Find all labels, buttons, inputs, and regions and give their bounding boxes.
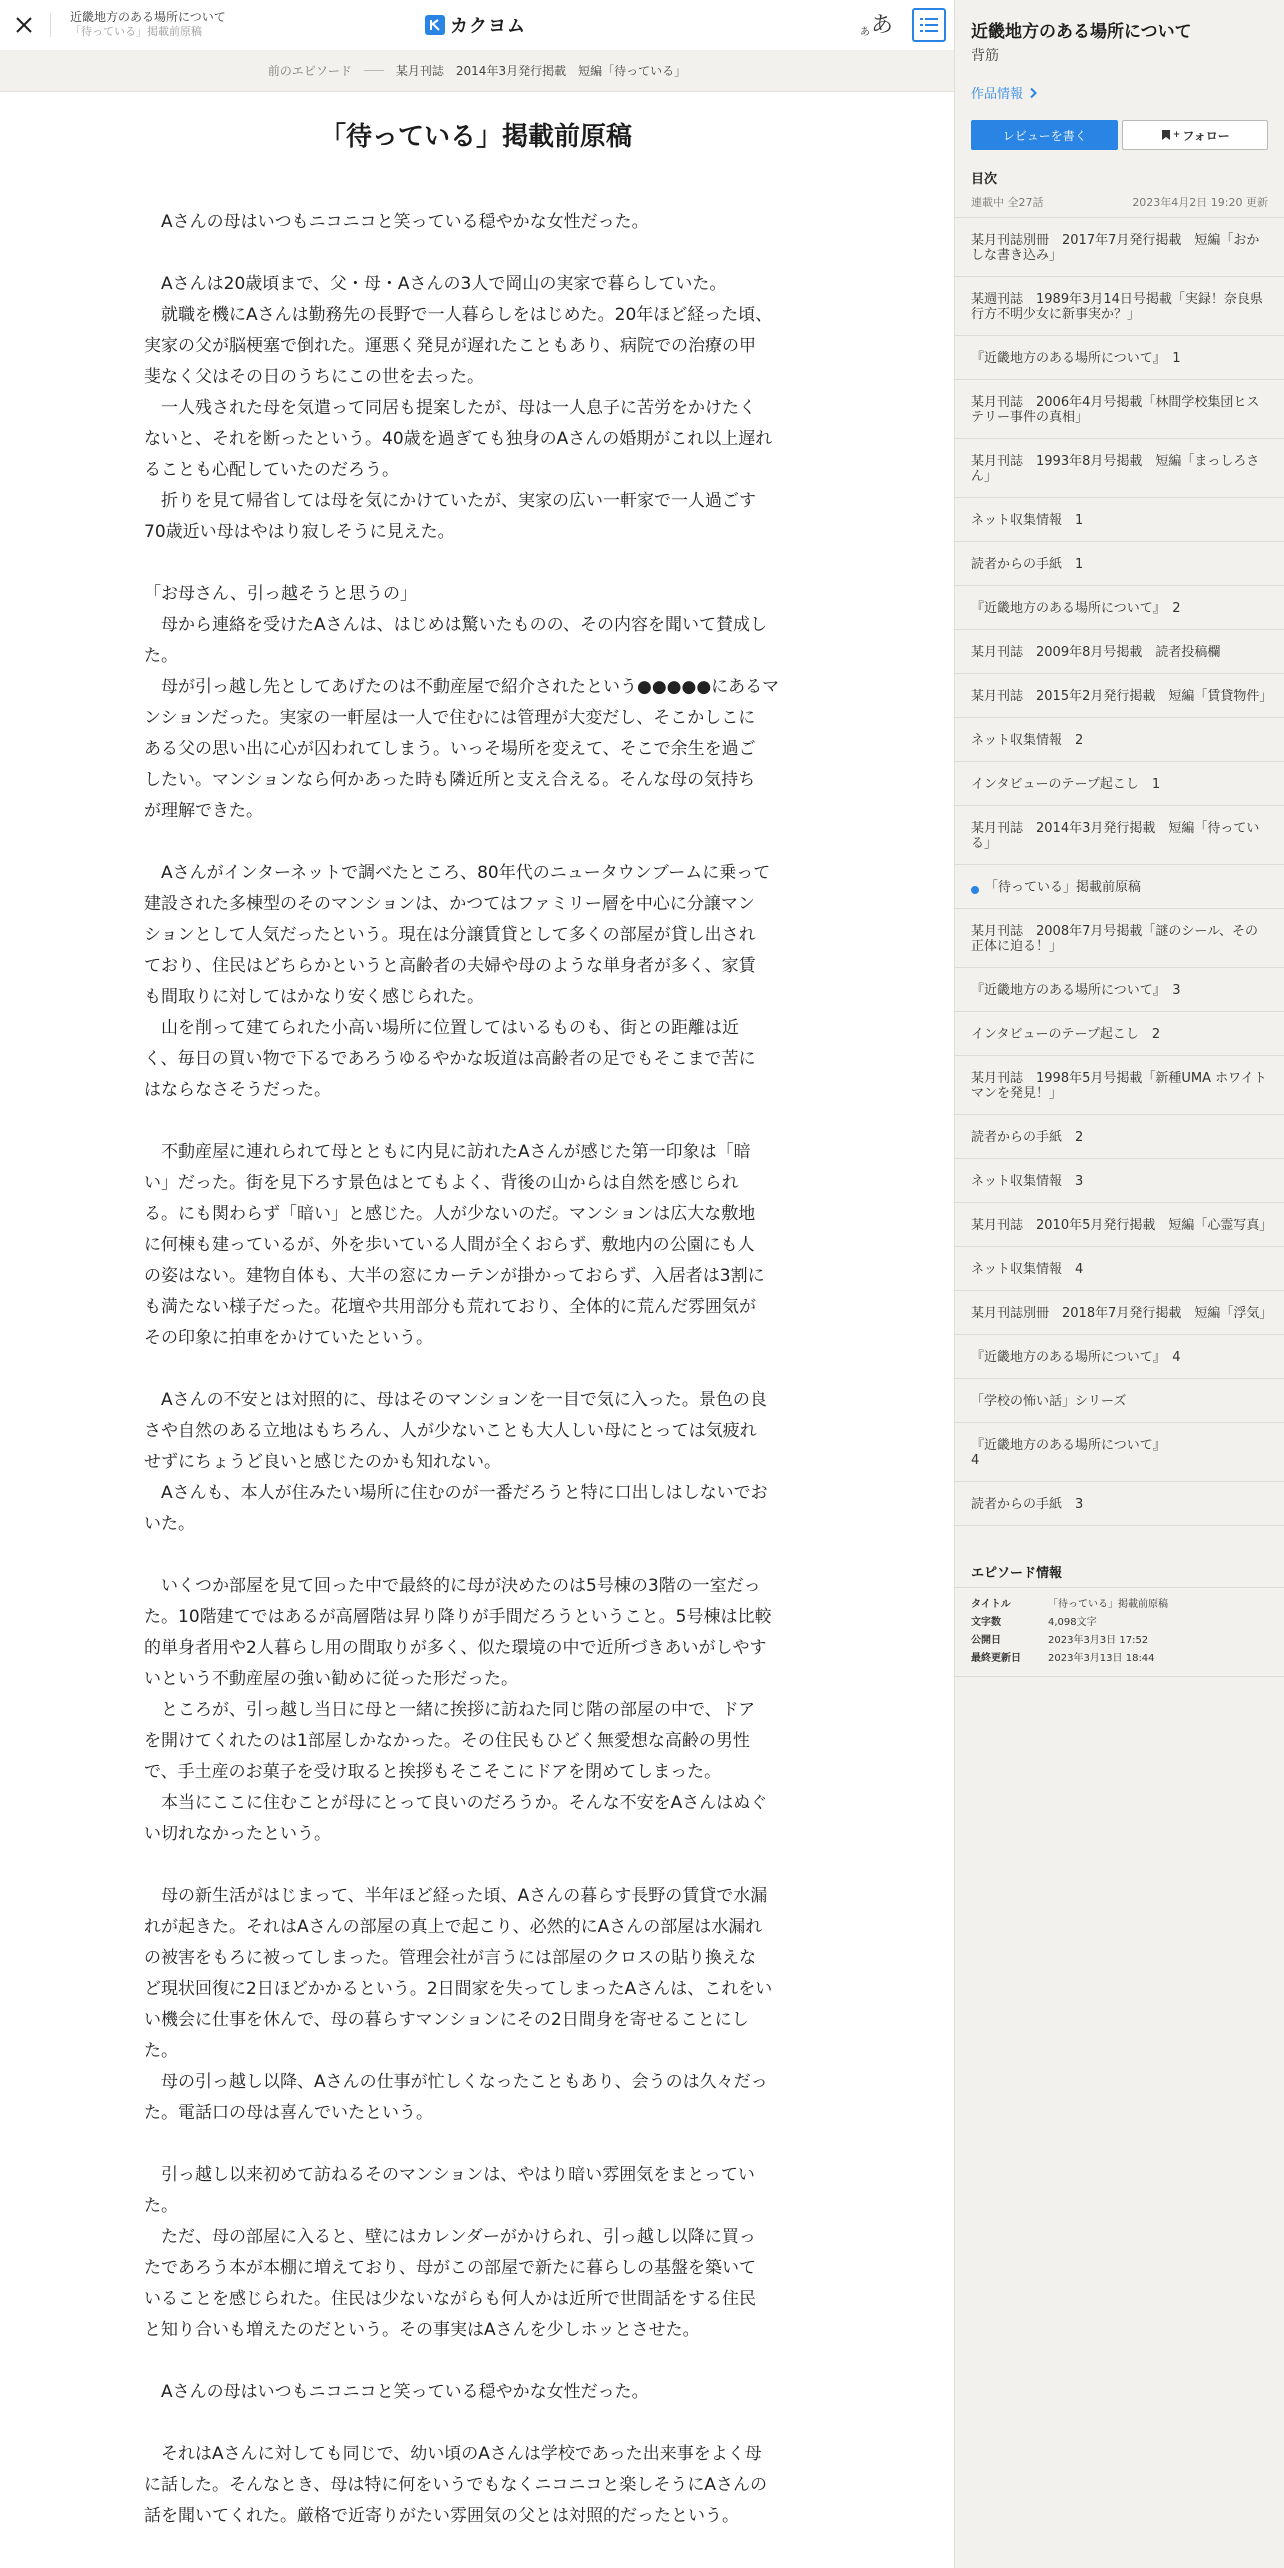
body-line: に話した。そんなとき、母は特に何をいうでもなくニコニコと楽しそうにAさんの [144, 2475, 767, 2495]
toc-toggle-button[interactable] [912, 8, 946, 42]
body-line: それはAさんに対しても同じで、幼い頃のAさんは学校であった出来事をよく母 [144, 2444, 762, 2464]
body-line [144, 1354, 808, 1385]
body-line: たであろう本が本棚に増えており、母がこの部屋で新たに暮らしの基盤を築いて [144, 2258, 756, 2278]
toc-status: 連載中 全27話 [971, 196, 1044, 209]
body-line: 就職を機にAさんは勤務先の長野で一人暮らしをはじめた。20年ほど経った頃、 [144, 305, 773, 325]
body-line: 実家の父が脳梗塞で倒れた。運悪く発見が遅れたこともあり、病院での治療の甲 [144, 336, 756, 356]
toc-item[interactable]: インタビューのテープ起こし 1 [955, 762, 1284, 806]
episode-info-heading: エピソード情報 [955, 1526, 1284, 1588]
body-line: い切れなかったという。 [144, 1824, 331, 1844]
toc-item[interactable]: 某月刊誌 2010年5月発行掲載 短編「心霊写真」 [955, 1203, 1284, 1247]
body-line: た。 [144, 2196, 178, 2216]
episode-info-key: タイトル [971, 1599, 1011, 1610]
body-line: いくつか部屋を見て回った中で最終的に母が決めたのは5号棟の3階の一室だっ [144, 1576, 761, 1596]
body-line: 「お母さん、引っ越そうと思うの」 [144, 584, 418, 604]
toc-item[interactable]: 『近畿地方のある場所について』 3 [955, 968, 1284, 1012]
body-line: Aさんの母はいつもニコニコと笑っている穏やかな女性だった。 [144, 212, 649, 232]
episode-info-value: 4,098文字 [1048, 1617, 1097, 1628]
toc-item[interactable]: 某月刊誌 1993年8月号掲載 短編「まっしろさん」 [955, 439, 1284, 498]
toc-meta [971, 194, 1268, 217]
body-line: た。 [144, 646, 178, 666]
prev-episode-label[interactable]: 前のエピソード [267, 64, 352, 78]
logo-mark-icon [425, 15, 445, 35]
episode-info-row [971, 1632, 1268, 1650]
plus-icon: + [1172, 130, 1181, 140]
body-line: ある父の思い出に心が囚われてしまう。いっそ場所を変えて、そこで余生を過ご [144, 739, 756, 759]
logo-text: カクヨム [450, 16, 526, 37]
body-line [144, 2129, 808, 2160]
kakuyomu-logo[interactable] [425, 13, 526, 37]
body-line: 母の新生活がはじまって、半年ほど経った頃、Aさんの暮らす長野の賃貸で水漏 [144, 1886, 768, 1906]
body-line: Aさんがインターネットで調べたところ、80年代のニュータウンブームに乗って [144, 863, 771, 883]
side-work-title[interactable]: 近畿地方のある場所について [971, 22, 1192, 42]
episode-info-key: 文字数 [971, 1617, 1001, 1628]
toc-item[interactable]: 某週刊誌 1989年3月14日号掲載「実録！奈良県行方不明少女に新事実か？」 [955, 277, 1284, 336]
font-size-button[interactable] [860, 10, 893, 40]
body-line [144, 2346, 808, 2377]
body-line: 本当にここに住むことが母にとって良いのだろうか。そんな不安をAさんはぬぐ [144, 1793, 768, 1813]
side-author[interactable]: 背筋 [971, 48, 999, 64]
body-line: と知り合いも増えたのだという。その事実はAさんを少しホッとさせた。 [144, 2320, 700, 2340]
body-line: も満たない様子だった。花壇や共用部分も荒れており、全体的に荒んだ雰囲気が [144, 1297, 756, 1317]
header-work-info[interactable] [70, 10, 370, 39]
episode-article [144, 92, 808, 2532]
toc-item[interactable]: 某月刊誌 2006年4月号掲載「林間学校集団ヒステリー事件の真相」 [955, 380, 1284, 439]
body-line: た。電話口の母は喜んでいたという。 [144, 2103, 433, 2123]
toc-item[interactable]: 某月刊誌別冊 2017年7月発行掲載 短編「おかしな書き込み」 [955, 218, 1284, 277]
episode-info-key: 最終更新日 [971, 1653, 1021, 1664]
body-line: Aさんの不安とは対照的に、母はそのマンションを一目で気に入った。景色の良 [144, 1390, 767, 1410]
body-line: いた。 [144, 1514, 195, 1534]
body-line: 不動産屋に連れられて母とともに内見に訪れたAさんが感じた第一印象は「暗 [144, 1142, 751, 1162]
toc-item[interactable]: 『近畿地方のある場所について』 1 [955, 336, 1284, 380]
episode-info-table [955, 1588, 1284, 1677]
body-line: 引っ越し以来初めて訪ねるそのマンションは、やはり暗い雰囲気をまとってい [144, 2165, 755, 2185]
body-line: ることも心配していたのだろう。 [144, 460, 399, 480]
body-line: が理解できた。 [144, 801, 263, 821]
toc-item[interactable]: 『近畿地方のある場所について』 4 [955, 1423, 1284, 1482]
toc-item[interactable]: 「学校の怖い話」シリーズ [955, 1379, 1284, 1423]
list-icon [919, 16, 939, 34]
body-line [144, 1106, 808, 1137]
toc-item[interactable]: 読者からの手紙 3 [955, 1482, 1284, 1526]
body-line: く、毎日の買い物で下るであろうゆるやかな坂道は高齢者の足でもそこまで苦に [144, 1049, 756, 1069]
toc-item[interactable]: 某月刊誌 2015年2月発行掲載 短編「賃貸物件」 [955, 674, 1284, 718]
body-line: Aさんも、本人が住みたい場所に住むのが一番だろうと特に口出しはしないでお [144, 1483, 768, 1503]
toc-item[interactable]: 『近畿地方のある場所について』 4 [955, 1335, 1284, 1379]
toc-updated: 2023年4月2日 19:20 更新 [1132, 196, 1268, 209]
follow-label: フォロー [1182, 128, 1230, 143]
body-line: 母が引っ越し先としてあげたのは不動産屋で紹介されたという●●●●●にあるマ [144, 677, 780, 697]
body-line: いという不動産屋の強い勧めに従った形だった。 [144, 1669, 518, 1689]
body-line: ないと、それを断ったという。40歳を過ぎても独身のAさんの婚期がこれ以上遅れ [144, 429, 773, 449]
body-line: で、手土産のお菓子を受け取ると挨拶もそこそこにドアを閉めてしまった。 [144, 1762, 722, 1782]
body-line: い機会に仕事を休んで、母の暮らすマンションにその2日間身を寄せることにし [144, 2010, 749, 2030]
body-line: れが起きた。それはAさんの部屋の真上で起こり、必然的にAさんの部屋は水漏れ [144, 1917, 763, 1937]
body-line: ど現状回復に2日ほどかかるという。2日間家を失ってしまったAさんは、これをい [144, 1979, 773, 1999]
body-line: も間取りに対してはかなり安く感じられた。 [144, 987, 484, 1007]
body-line: 折りを見て帰省しては母を気にかけていたが、実家の広い一軒家で一人過ごす [144, 491, 756, 511]
body-line: ただ、母の部屋に入ると、壁にはカレンダーがかけられ、引っ越し以降に買っ [144, 2227, 756, 2247]
episode-info-value: 2023年3月13日 18:44 [1048, 1653, 1155, 1664]
episode-info-row [971, 1596, 1268, 1614]
close-button[interactable] [10, 11, 38, 39]
toc-item[interactable]: ネット収集情報 3 [955, 1159, 1284, 1203]
body-line [144, 2408, 808, 2439]
body-line: したい。マンションなら何かあった時も隣近所と支え合える。そんな母の気持ち [144, 770, 756, 790]
body-line: いることを感じられた。住民は少ないながらも何人かは近所で世間話をする住民 [144, 2289, 756, 2309]
body-line: た。 [144, 2041, 178, 2061]
episode-nav-bar [0, 50, 954, 92]
toc-item[interactable]: インタビューのテープ起こし 2 [955, 1012, 1284, 1056]
toc-heading: 目次 [971, 172, 998, 187]
header-episode-title: 「待っている」掲載前原稿 [70, 25, 202, 38]
toc-item[interactable]: ネット収集情報 1 [955, 498, 1284, 542]
toc-item[interactable]: ネット収集情報 4 [955, 1247, 1284, 1291]
toc-item[interactable]: 某月刊誌別冊 2018年7月発行掲載 短編「浮気」 [955, 1291, 1284, 1335]
episode-info-value: 2023年3月3日 17:52 [1048, 1635, 1149, 1646]
body-line: 母の引っ越し以降、Aさんの仕事が忙しくなったこともあり、会うのは久々だっ [144, 2072, 768, 2092]
body-line [144, 1850, 808, 1881]
toc-item-current[interactable]: 「待っている」掲載前原稿 [955, 865, 1284, 909]
body-line: る。にも関わらず「暗い」と感じた。人が少ないのだ。マンションは広大な敷地 [144, 1204, 756, 1224]
work-info-label: 作品情報 [971, 87, 1024, 102]
body-line: 的単身者用や2人暮らし用の間取りが多く、似た環境の中で近所づきあいがしやす [144, 1638, 767, 1658]
body-line [144, 238, 808, 269]
prev-episode-link[interactable]: 某月刊誌 2014年3月発行掲載 短編「待っている」 [395, 64, 687, 78]
body-line: ており、住民はどちらかというと高齢者の夫婦や母のような単身者が多く、家賃 [144, 956, 756, 976]
body-line: の姿はない。建物自体も、大半の窓にカーテンが掛かっておらず、入居者は3割に [144, 1266, 765, 1286]
toc-item[interactable]: 読者からの手紙 2 [955, 1115, 1284, 1159]
body-line: 話を聞いてくれた。厳格で近寄りがたい雰囲気の父とは対照的だったという。 [144, 2506, 739, 2526]
body-line: さや自然のある立地はもちろん、人が少ないことも大人しい母にとっては気疲れ [144, 1421, 757, 1441]
body-line: 斐なく父はその日のうちにこの世を去った。 [144, 367, 484, 387]
toc-item[interactable]: 『近畿地方のある場所について』 2 [955, 586, 1284, 630]
body-line: 一人残された母を気遣って同居も提案したが、母は一人息子に苦労をかけたく [144, 398, 756, 418]
episode-info-key: 公開日 [971, 1635, 1001, 1646]
body-line: 山を削って建てられた小高い場所に位置してはいるものも、街との距離は近 [144, 1018, 739, 1038]
side-panel [954, 0, 1284, 2568]
body-line: 建設された多棟型のそのマンションは、かつてはファミリー層を中心に分譲マン [144, 894, 755, 914]
bookmark-icon [1161, 129, 1171, 141]
body-line: を開けてくれたのは1部屋しかなかった。その住民もひどく無愛想な高齢の男性 [144, 1731, 750, 1751]
toc-item[interactable]: 某月刊誌 1998年5月号掲載「新種UMA ホワイトマンを発見！」 [955, 1056, 1284, 1115]
body-line: ところが、引っ越し当日に母と一緒に挨拶に訪ねた同じ階の部屋の中で、ドア [144, 1700, 756, 1720]
body-line: ンションだった。実家の一軒屋は一人で住むには管理が大変だし、そこかしこに [144, 708, 756, 728]
body-line: ションとして人気だったという。現在は分譲賃貸として多くの部屋が貸し出され [144, 925, 756, 945]
body-line: Aさんの母はいつもニコニコと笑っている穏やかな女性だった。 [144, 2382, 649, 2402]
work-info-link[interactable] [971, 83, 1268, 102]
close-icon [15, 16, 33, 34]
toc-item[interactable]: 某月刊誌 2008年7月号掲載「謎のシール、その正体に迫る！」 [955, 909, 1284, 968]
episode-info-value: 「待っている」掲載前原稿 [1048, 1599, 1168, 1610]
write-review-button[interactable]: レビューを書く [971, 120, 1118, 150]
body-line [144, 548, 808, 579]
body-line: い」だった。街を見下ろす景色はとてもよく、背後の山からは自然を感じられ [144, 1173, 739, 1193]
body-line [144, 827, 808, 858]
body-line: Aさんは20歳頃まで、父・母・Aさんの3人で岡山の実家で暮らしていた。 [144, 274, 727, 294]
toc-list [955, 217, 1284, 1526]
follow-button[interactable] [1122, 120, 1268, 150]
body-line [144, 1540, 808, 1571]
chevron-right-icon [1027, 87, 1039, 99]
toc-item[interactable]: 読者からの手紙 1 [955, 542, 1284, 586]
body-line: その印象に拍車をかけていたという。 [144, 1328, 433, 1348]
body-line: はならなさそうだった。 [144, 1080, 331, 1100]
episode-title: 「待っている」掲載前原稿 [319, 122, 632, 152]
header-work-title[interactable]: 近畿地方のある場所について [70, 10, 226, 24]
font-toggle-big: あ [871, 13, 894, 38]
body-line: た。10階建てではあるが高層階は昇り降りが手間だろうということ。5号棟は比較 [144, 1607, 772, 1627]
body-line: の被害をもろに被ってしまった。管理会社が言うには部屋のクロスの貼り換えな [144, 1948, 756, 1968]
breadcrumb-separator [364, 70, 384, 71]
episode-info-row [971, 1614, 1268, 1632]
body-line: 母から連絡を受けたAさんは、はじめは驚いたものの、その内容を聞いて賛成し [144, 615, 767, 635]
top-bar [0, 0, 954, 50]
toc-item[interactable]: 某月刊誌 2014年3月発行掲載 短編「待っている」 [955, 806, 1284, 865]
toc-item[interactable]: 某月刊誌 2009年8月号掲載 読者投稿欄 [955, 630, 1284, 674]
body-line: せずにちょうど良いと感じたのかも知れない。 [144, 1452, 501, 1472]
font-toggle-small: あ [860, 27, 870, 38]
body-line: に何棟も建っているが、外を歩いている人間が全くおらず、敷地内の公園にも人 [144, 1235, 755, 1255]
episode-body [144, 207, 808, 2532]
toc-item[interactable]: ネット収集情報 2 [955, 718, 1284, 762]
header-divider [50, 13, 51, 37]
episode-info-row [971, 1650, 1268, 1668]
body-line: 70歳近い母はやはり寂しそうに見えた。 [144, 522, 455, 542]
